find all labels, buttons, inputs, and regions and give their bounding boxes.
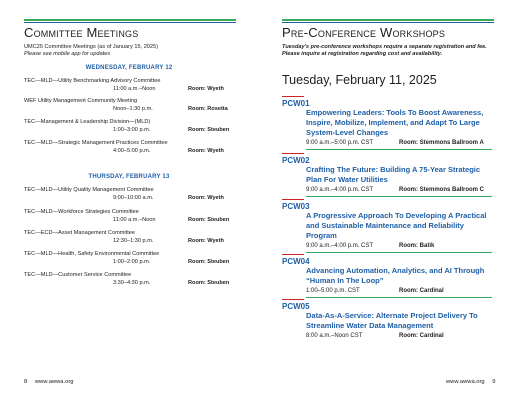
right-page — [258, 0, 516, 400]
meeting-time: 11:00 a.m.–Noon — [113, 216, 156, 223]
folio-right — [446, 379, 496, 385]
intro-note — [24, 44, 158, 58]
title-blue-rule — [282, 22, 494, 23]
workshop-divider — [306, 252, 492, 253]
workshop-title: Crafting The Future: Building A 75-Year Strategic Plan For Water Utilities — [306, 165, 481, 184]
workshop-code: PCW02 — [282, 156, 310, 165]
meeting-name: TEC—MLD—Customer Service Committee — [24, 272, 132, 278]
red-accent-rule — [282, 199, 304, 200]
page-title-pre-conference-workshops: Pre-Conference Workshops — [282, 25, 446, 40]
meeting-time: 9:00–10:00 a.m. — [113, 194, 154, 201]
workshop-title: A Progressive Approach To Developing A Practical and Sustainable Maintenance and Reliability Program — [306, 211, 487, 240]
workshop-divider — [306, 196, 492, 197]
meeting-room: Room: Steuben — [188, 258, 230, 265]
meeting-name: TEC—Management & Leadership Division—(MLD) — [24, 119, 151, 125]
meeting-time: 12:30–1:30 p.m. — [113, 237, 154, 244]
workshop-time: 8:00 a.m.–Noon CST — [306, 333, 363, 339]
meeting-time: Noon–1:30 p.m. — [113, 105, 153, 112]
meeting-item — [24, 140, 244, 154]
meeting-item — [24, 119, 244, 133]
meeting-name: TEC—MLD—Utility Benchmarking Advisory Committee — [24, 78, 161, 84]
meeting-item — [24, 98, 244, 112]
meeting-room: Room: Wyeth — [188, 85, 224, 92]
workshop-time: 9:00 a.m.–4:00 p.m. CST — [306, 187, 374, 193]
page-number: 8 — [24, 379, 28, 385]
meeting-time: 1:00–3:00 p.m. — [113, 126, 151, 133]
workshop-divider — [306, 149, 492, 150]
meeting-room: Room: Steuben — [188, 279, 230, 286]
meeting-item — [24, 209, 244, 223]
workshop-room: Room: Cardinal — [399, 333, 444, 339]
meeting-name: WEF Utility Management Community Meeting — [24, 98, 138, 104]
meeting-time: 4:00–5:00 p.m. — [113, 147, 151, 154]
meeting-item — [24, 272, 244, 286]
meeting-room: Room: Wyeth — [188, 237, 224, 244]
meeting-time: 3:30–4:30 p.m. — [113, 279, 151, 286]
meeting-name: TEC—MLD—Workforce Strategies Committee — [24, 209, 139, 215]
workshop-code: PCW03 — [282, 202, 310, 211]
red-accent-rule — [282, 254, 304, 255]
red-accent-rule — [282, 299, 304, 300]
workshop-title: Empowering Leaders: Tools To Boost Awareness, Inspire, Mobilize, Implement, and Adapt To Large System-Level Changes — [306, 108, 484, 137]
meeting-time: 1:00–2:00 p.m. — [113, 258, 151, 265]
note-line-2: Please inquire at registration regarding cost and availability. — [282, 51, 443, 57]
meeting-room: Room: Rosetta — [188, 105, 228, 112]
meeting-room: Room: Steuben — [188, 216, 230, 223]
meeting-item — [24, 78, 244, 92]
page-title-committee-meetings: Committee Meetings — [24, 25, 139, 40]
intro-line-1: UMC25 Committee Meetings (as of January 15, 2025) — [24, 44, 158, 50]
title-green-rule — [282, 19, 494, 21]
title-green-rule — [24, 19, 236, 21]
workshop-note — [282, 44, 487, 58]
meeting-time: 11:00 a.m.–Noon — [113, 85, 156, 92]
intro-line-2: Please see mobile app for updates — [24, 51, 111, 57]
workshop-code: PCW01 — [282, 99, 310, 108]
workshop-date: Tuesday, February 11, 2025 — [282, 73, 437, 87]
meeting-name: TEC—MLD—Utility Quality Management Committee — [24, 187, 154, 193]
day-heading-thursday: THURSDAY, FEBRUARY 13 — [88, 174, 170, 180]
workshop-time: 9:00 a.m.–4:00 p.m. CST — [306, 243, 374, 249]
meeting-name: TEC—MLD—Strategic Management Practices Committee — [24, 140, 168, 146]
workshop-time: 9:00 a.m.–5:00 p.m. CST — [306, 140, 374, 146]
workshop-code: PCW05 — [282, 302, 310, 311]
page-number: 9 — [492, 379, 496, 385]
meeting-name: TEC—MLD—Health, Safety Environmental Committee — [24, 251, 160, 257]
workshop-code: PCW04 — [282, 257, 310, 266]
meeting-item — [24, 230, 244, 244]
workshop-title: Advancing Automation, Analytics, and AI Through “Human In The Loop” — [306, 266, 485, 285]
workshop-room: Room: Batik — [399, 243, 435, 249]
red-accent-rule — [282, 96, 304, 97]
workshop-room: Room: Stemmons Ballroom C — [399, 187, 485, 193]
meeting-name: TEC—ECD—Asset Management Committee — [24, 230, 135, 236]
day-heading-wednesday: WEDNESDAY, FEBRUARY 12 — [85, 65, 173, 71]
meeting-room: Room: Wyeth — [188, 194, 224, 201]
title-blue-rule — [24, 22, 236, 23]
workshop-room: Room: Stemmons Ballroom A — [399, 140, 484, 146]
meeting-room: Room: Wyeth — [188, 147, 224, 154]
meeting-item — [24, 251, 244, 265]
meeting-item — [24, 187, 244, 201]
workshop-room: Room: Cardinal — [399, 288, 444, 294]
site-url-link[interactable]: www.awwa.org — [446, 379, 485, 385]
folio-left — [24, 379, 74, 385]
workshop-divider — [306, 297, 492, 298]
meeting-room: Room: Steuben — [188, 126, 230, 133]
site-url-link[interactable]: www.awwa.org — [34, 379, 74, 385]
workshop-time: 1:00–5:00 p.m. CST — [306, 288, 360, 294]
workshop-title: Data-As-A-Service: Alternate Project Delivery To Streamline Water Data Management — [306, 311, 478, 330]
note-line-1: Tuesday's pre-conference workshops require a separate registration and fee. — [282, 44, 487, 50]
red-accent-rule — [282, 153, 304, 154]
